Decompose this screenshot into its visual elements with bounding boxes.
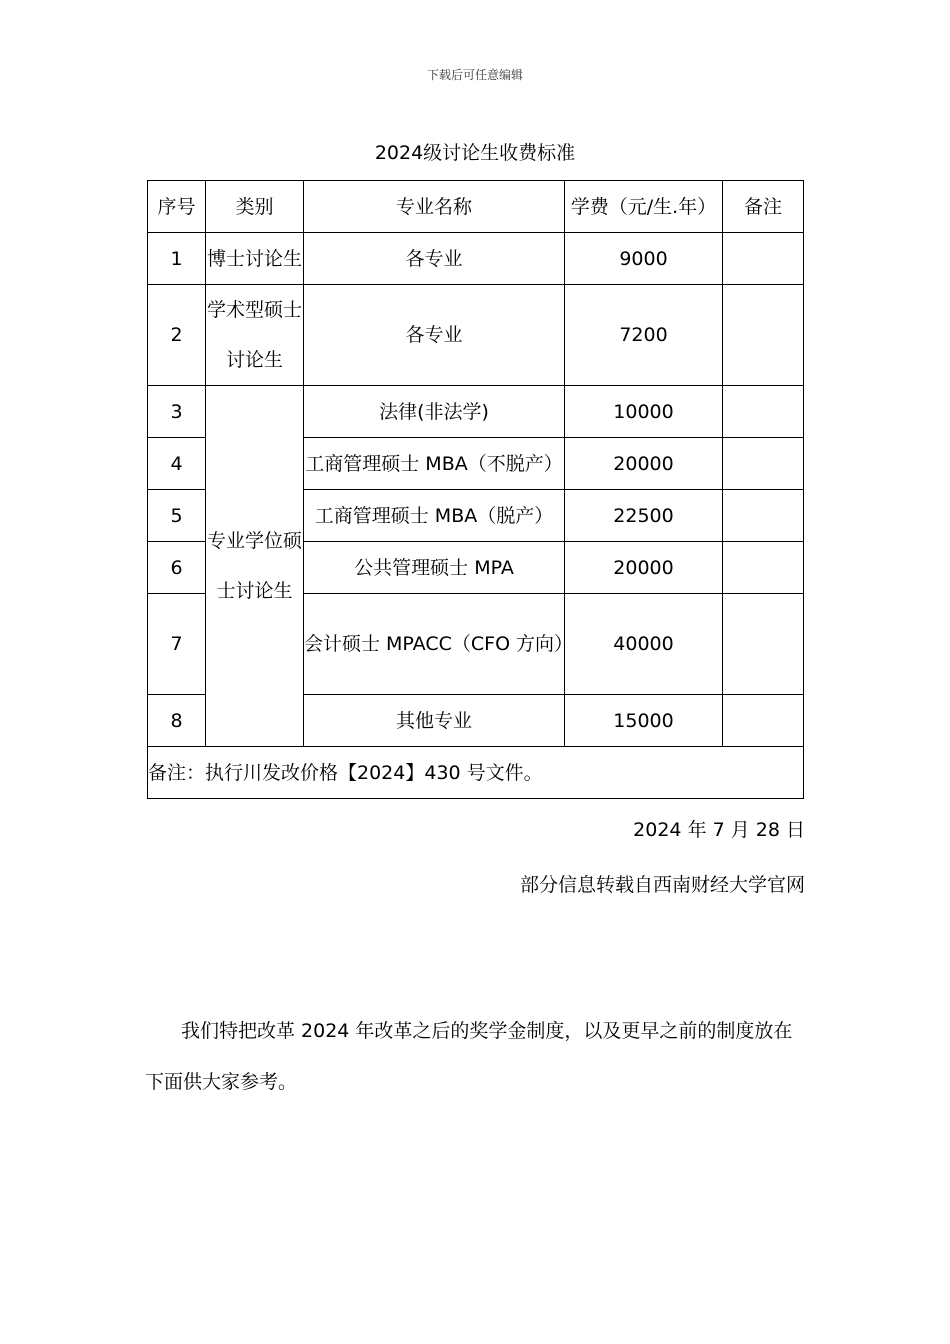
row-category-merged: 专业学位硕士讨论生	[206, 386, 304, 747]
table-row	[148, 285, 804, 386]
row-major: 法律(非法学)	[304, 386, 565, 438]
row-index: 7	[148, 594, 206, 695]
row-major: 工商管理硕士 MBA（脱产）	[304, 490, 565, 542]
row-index: 2	[148, 285, 206, 386]
table-footer-note: 备注：执行川发改价格【2024】430 号文件。	[148, 747, 804, 799]
row-remark	[723, 386, 804, 438]
header-index: 序号	[148, 181, 206, 233]
row-remark	[723, 490, 804, 542]
table-row	[148, 233, 804, 285]
row-index: 1	[148, 233, 206, 285]
document-date: 2024 年 7 月 28 日	[633, 819, 805, 841]
row-index: 3	[148, 386, 206, 438]
row-remark	[723, 594, 804, 695]
table-row	[148, 386, 804, 438]
row-fee: 20000	[565, 438, 723, 490]
row-major: 其他专业	[304, 695, 565, 747]
source-attribution: 部分信息转载自西南财经大学官网	[519, 874, 805, 896]
fee-table	[147, 180, 804, 799]
row-fee: 7200	[565, 285, 723, 386]
table-title: 2024级讨论生收费标准	[374, 142, 576, 164]
row-fee: 15000	[565, 695, 723, 747]
row-remark	[723, 695, 804, 747]
row-index: 8	[148, 695, 206, 747]
row-remark	[723, 285, 804, 386]
row-remark	[723, 542, 804, 594]
table-header-row	[148, 181, 804, 233]
header-remark: 备注	[723, 181, 804, 233]
row-major: 工商管理硕士 MBA（不脱产）	[304, 438, 565, 490]
row-remark	[723, 233, 804, 285]
row-remark	[723, 438, 804, 490]
row-major: 会计硕士 MPACC（CFO 方向）	[304, 594, 565, 695]
header-major: 专业名称	[304, 181, 565, 233]
row-fee: 10000	[565, 386, 723, 438]
row-major: 公共管理硕士 MPA	[304, 542, 565, 594]
row-fee: 40000	[565, 594, 723, 695]
row-index: 4	[148, 438, 206, 490]
row-index: 6	[148, 542, 206, 594]
row-fee: 22500	[565, 490, 723, 542]
row-fee: 9000	[565, 233, 723, 285]
row-fee: 20000	[565, 542, 723, 594]
row-category: 学术型硕士讨论生	[206, 285, 304, 386]
body-paragraph: 我们特把改革 2024 年改革之后的奖学金制度，以及更早之前的制度放在下面供大家参考。	[145, 1020, 793, 1093]
table-footer-row	[148, 747, 804, 799]
header-fee: 学费（元/生.年）	[565, 181, 723, 233]
row-category: 博士讨论生	[206, 233, 304, 285]
row-major: 各专业	[304, 233, 565, 285]
header-category: 类别	[206, 181, 304, 233]
header-note: 下载后可任意编辑	[426, 68, 523, 82]
row-major: 各专业	[304, 285, 565, 386]
row-index: 5	[148, 490, 206, 542]
